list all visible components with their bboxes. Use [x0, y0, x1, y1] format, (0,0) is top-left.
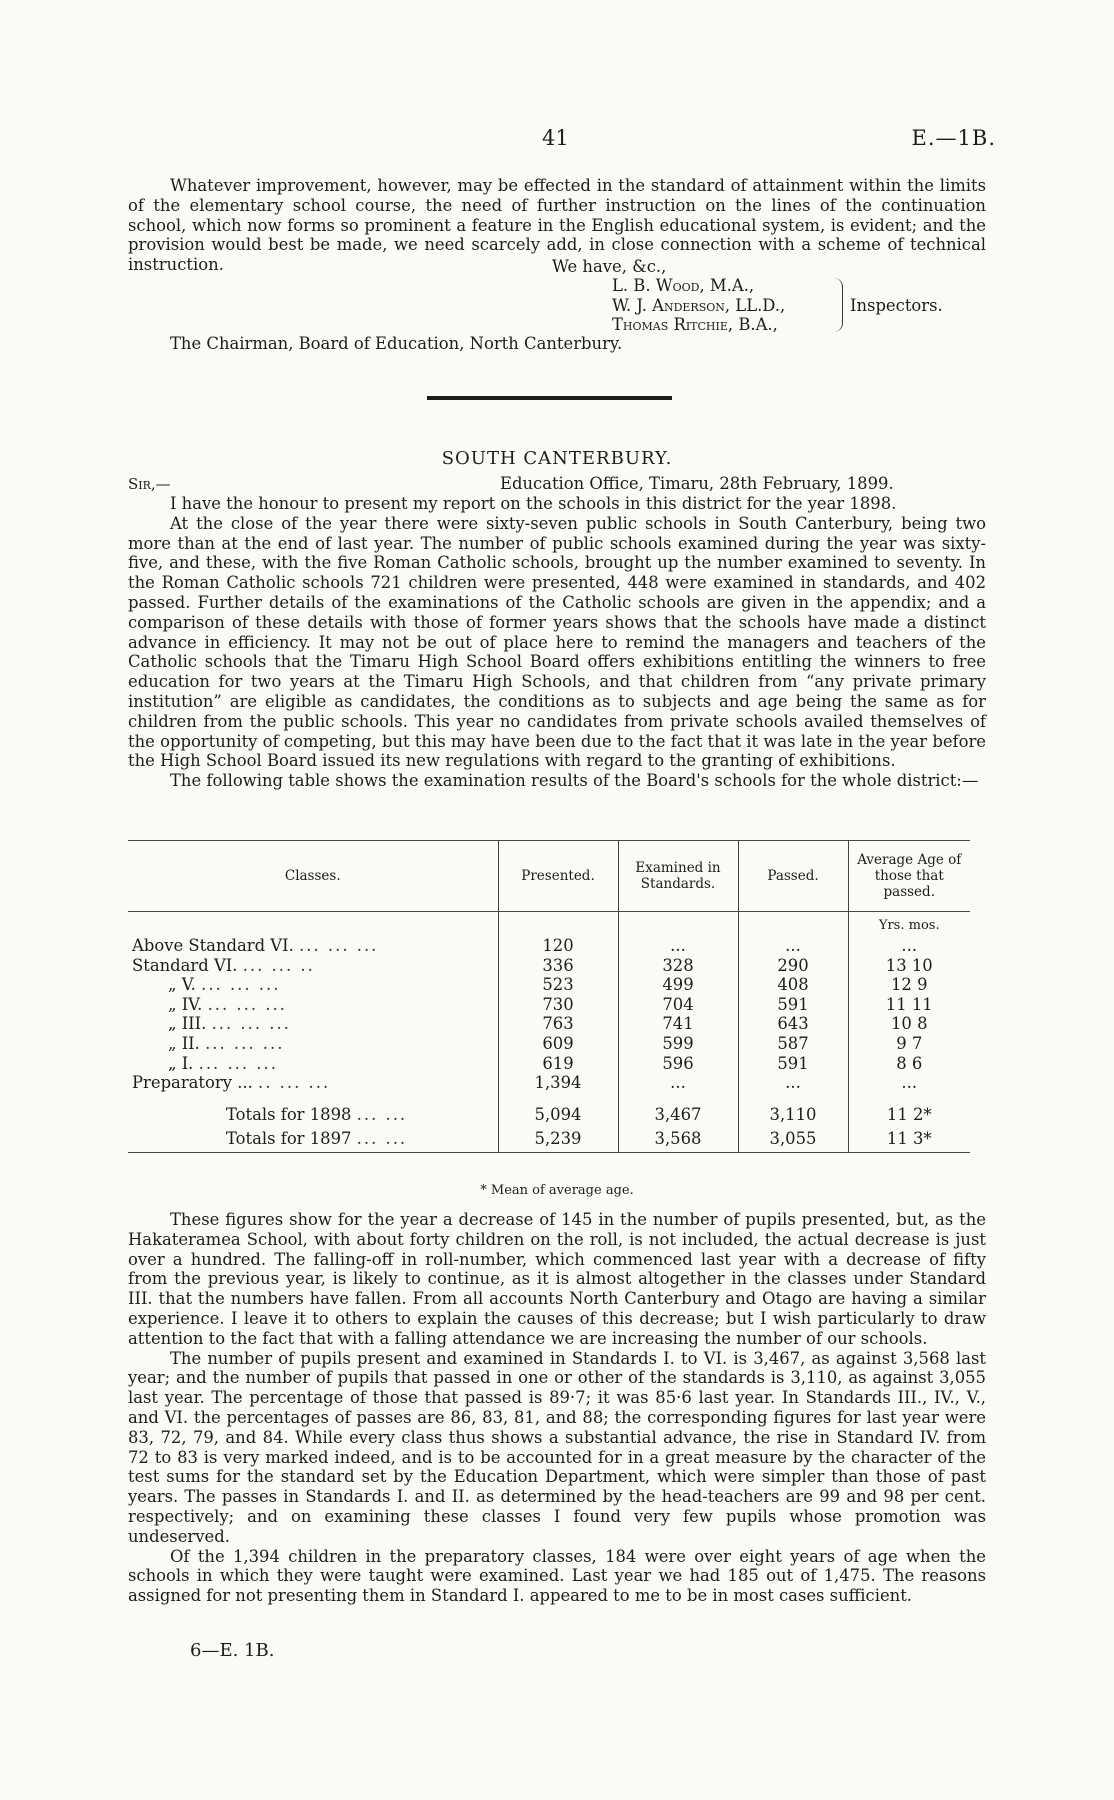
cell-age: 11 3*: [848, 1124, 970, 1153]
salutation: Sir,—: [128, 475, 171, 493]
table-row: [128, 956, 970, 976]
leader-dots: ... ... ...: [198, 1053, 278, 1073]
cell-examined: ...: [618, 1073, 738, 1093]
cell-presented: 5,239: [498, 1124, 618, 1153]
col-header-presented: Presented.: [498, 841, 618, 912]
signatory-brace: [834, 278, 843, 332]
col-header-age: Average Age of those that passed.: [848, 841, 970, 912]
dateline: Education Office, Timaru, 28th February, 1899.: [500, 474, 894, 493]
cell-passed: 408: [738, 975, 848, 995]
addressee: The Chairman, Board of Education, North Canterbury.: [170, 334, 623, 353]
cell-examined: 596: [618, 1054, 738, 1074]
cell-passed: 3,055: [738, 1124, 848, 1153]
totals-row: [128, 1105, 970, 1125]
cell-presented: 120: [498, 936, 618, 956]
cell-age: 9 7: [848, 1034, 970, 1054]
totals-label: Totals for 1898: [226, 1104, 352, 1124]
row-class: „ I.: [168, 1053, 194, 1073]
unit-row: [128, 912, 970, 937]
row-class: „ IV.: [168, 994, 203, 1014]
cell-examined: 328: [618, 956, 738, 976]
cell-passed: 591: [738, 1054, 848, 1074]
cell-age: 11 11: [848, 995, 970, 1015]
intro-paragraph: Whatever improvement, however, may be effected in the standard of attainment within the limits of the elementary school course, the need of further instruction on the lines of the continuation school, which now forms so prominent a feature in the English educational system, is evident; and the provision would best be made, we need scarcely add, in close connection with a scheme of technical instruction.: [128, 176, 986, 275]
col-header-examined: Examined in Standards.: [618, 841, 738, 912]
printer-signature-mark: 6—E. 1B.: [190, 1640, 275, 1661]
signatory-wood: L. B. Wood, M.A.,: [612, 276, 755, 295]
cell-passed: 587: [738, 1034, 848, 1054]
analysis-body: [128, 1210, 986, 1606]
leader-dots: ... ... ..: [242, 955, 315, 975]
row-class: „ II.: [168, 1033, 200, 1053]
table-row: [128, 1073, 970, 1093]
page-header: [0, 126, 1114, 154]
signatories: [612, 276, 785, 335]
cell-age: 13 10: [848, 956, 970, 976]
cell-presented: 336: [498, 956, 618, 976]
cell-passed: 290: [738, 956, 848, 976]
leader-dots: ... ...: [356, 1128, 408, 1148]
cell-presented: 1,394: [498, 1073, 618, 1093]
cell-presented: 730: [498, 995, 618, 1015]
body-paragraph: I have the honour to present my report on the schools in this district for the year 1898.: [170, 494, 897, 513]
leader-dots: ... ... ...: [201, 975, 281, 995]
totals-label: Totals for 1897: [226, 1128, 352, 1148]
body-paragraph: At the close of the year there were sixty-seven public schools in South Canterbury, being two more than at the end of last year. The number of public schools examined during the year was sixty-five, and these, with the five Roman Catholic schools, brought up the number examined to seventy. In the Roman Catholic schools 721 children were presented, 448 were examined in standards, and 402 passed. Further details of the examinations of the Catholic schools are given in the appendix; and a comparison of these details with those of former years shows that the schools have made a distinct advance in efficiency. It may not be out of place here to remind the managers and teachers of the Catholic schools that the Timaru High School Board offers exhibitions entitling the winners to free education for two years at the Timaru High Schools, and that children from “any private primary institution” are eligible as candidates, the conditions as to subjects and age being the same as for children from the public schools. This year no candidates from private schools availed themselves of the opportunity of competing, but this may have been due to the fact that it was late in the year before the High School Board issued its new regulations with regard to the granting of exhibitions.: [128, 513, 986, 771]
table-footnote: * Mean of average age.: [480, 1183, 634, 1198]
row-class: „ V.: [168, 975, 196, 995]
table-row: [128, 936, 970, 956]
body-paragraph: Of the 1,394 children in the preparatory classes, 184 were over eight years of age when the schools in which they were taught were examined. Last year we had 185 out of 1,475. The reasons assigned for not presenting them in Standard I. appeared to me to be in most cases sufficient.: [128, 1546, 986, 1606]
signatory-anderson: W. J. Anderson, LL.D.,: [612, 295, 786, 315]
examination-results-table: [128, 840, 970, 1153]
body-paragraph: The following table shows the examination results of the Board's schools for the whole district:—: [170, 771, 979, 791]
cell-age: 12 9: [848, 975, 970, 995]
table-spacer-row: [128, 1093, 970, 1105]
age-unit-label: Yrs. mos.: [848, 912, 970, 937]
leader-dots: ... ... ...: [205, 1033, 285, 1053]
table-row: [128, 995, 970, 1015]
cell-passed: ...: [738, 936, 848, 956]
cell-age: 10 8: [848, 1014, 970, 1034]
row-class: Above Standard VI.: [132, 936, 294, 955]
cell-presented: 609: [498, 1034, 618, 1054]
page-number: 41: [542, 126, 569, 150]
cell-age: ...: [848, 936, 970, 956]
cell-examined: 741: [618, 1014, 738, 1034]
leader-dots: ... ...: [356, 1104, 408, 1124]
totals-row: [128, 1124, 970, 1153]
cell-passed: ...: [738, 1073, 848, 1093]
cell-passed: 591: [738, 995, 848, 1015]
cell-presented: 5,094: [498, 1105, 618, 1125]
cell-presented: 523: [498, 975, 618, 995]
cell-examined: 704: [618, 995, 738, 1015]
cell-presented: 763: [498, 1014, 618, 1034]
cell-passed: 643: [738, 1014, 848, 1034]
cell-examined: 599: [618, 1034, 738, 1054]
col-header-passed: Passed.: [738, 841, 848, 912]
cell-examined: 3,467: [618, 1105, 738, 1125]
signatory-ritchie: Thomas Ritchie, B.A.,: [612, 315, 778, 334]
table-row: [128, 1034, 970, 1054]
table-row: [128, 1054, 970, 1074]
leader-dots: .. ... ...: [258, 1073, 331, 1093]
cell-examined: 499: [618, 975, 738, 995]
row-class: „ III.: [168, 1014, 207, 1034]
col-header-classes: Classes.: [128, 841, 498, 912]
table-row: [128, 1014, 970, 1034]
table-header-row: [128, 841, 970, 912]
row-class: Preparatory ...: [132, 1073, 253, 1093]
cell-age: 11 2*: [848, 1105, 970, 1125]
row-class: Standard VI.: [132, 955, 238, 975]
table-row: [128, 975, 970, 995]
cell-age: ...: [848, 1073, 970, 1093]
leader-dots: ... ... ...: [207, 994, 287, 1014]
signatory-role: Inspectors.: [850, 296, 943, 315]
cell-age: 8 6: [848, 1054, 970, 1074]
cell-passed: 3,110: [738, 1105, 848, 1125]
section-body: [128, 494, 986, 791]
cell-presented: 619: [498, 1054, 618, 1074]
leader-dots: ... ... ...: [299, 936, 379, 955]
cell-examined: 3,568: [618, 1124, 738, 1153]
body-paragraph: These figures show for the year a decrease of 145 in the number of pupils presented, but, as the Hakateramea School, with about forty children on the roll, is not included, the actual decrease is just over a hundred. The falling-off in roll-number, which commenced last year with a decrease of fifty from the previous year, is likely to continue, as it is almost altogether in the classes under Standard III. that the numbers have fallen. From all accounts North Canterbury and Otago are having a similar experience. I leave it to others to explain the causes of this decrease; but I wish particularly to draw attention to the fact that with a falling attendance we are increasing the number of our schools.: [128, 1210, 986, 1348]
cell-examined: ...: [618, 936, 738, 956]
section-title: SOUTH CANTERBURY.: [441, 448, 673, 469]
closing-phrase: We have, &c.,: [552, 257, 667, 276]
section-divider: [427, 396, 672, 400]
document-reference: E.—1B.: [911, 126, 996, 150]
leader-dots: ... ... ...: [211, 1014, 291, 1034]
body-paragraph: The number of pupils present and examined in Standards I. to VI. is 3,467, as against 3,568 last year; and the number of pupils that passed in one or other of the standards is 3,110, as against 3,055 last year. The percentage of those that passed is 89·7; it was 85·6 last year. In Standards III., IV., V., and VI. the percentages of passes are 86, 83, 81, and 88; the corresponding figures for last year were 83, 72, 79, and 84. While every class thus shows a substantial advance, the rise in Standard IV. from 72 to 83 is very marked indeed, and is to be accounted for in a great measure by the character of the test sums for the standard set by the Education Department, which were simpler than those of past years. The passes in Standards I. and II. as determined by the head-teachers are 99 and 98 per cent. respectively; and on examining these classes I found very few pupils whose promotion was undeserved.: [128, 1348, 986, 1546]
